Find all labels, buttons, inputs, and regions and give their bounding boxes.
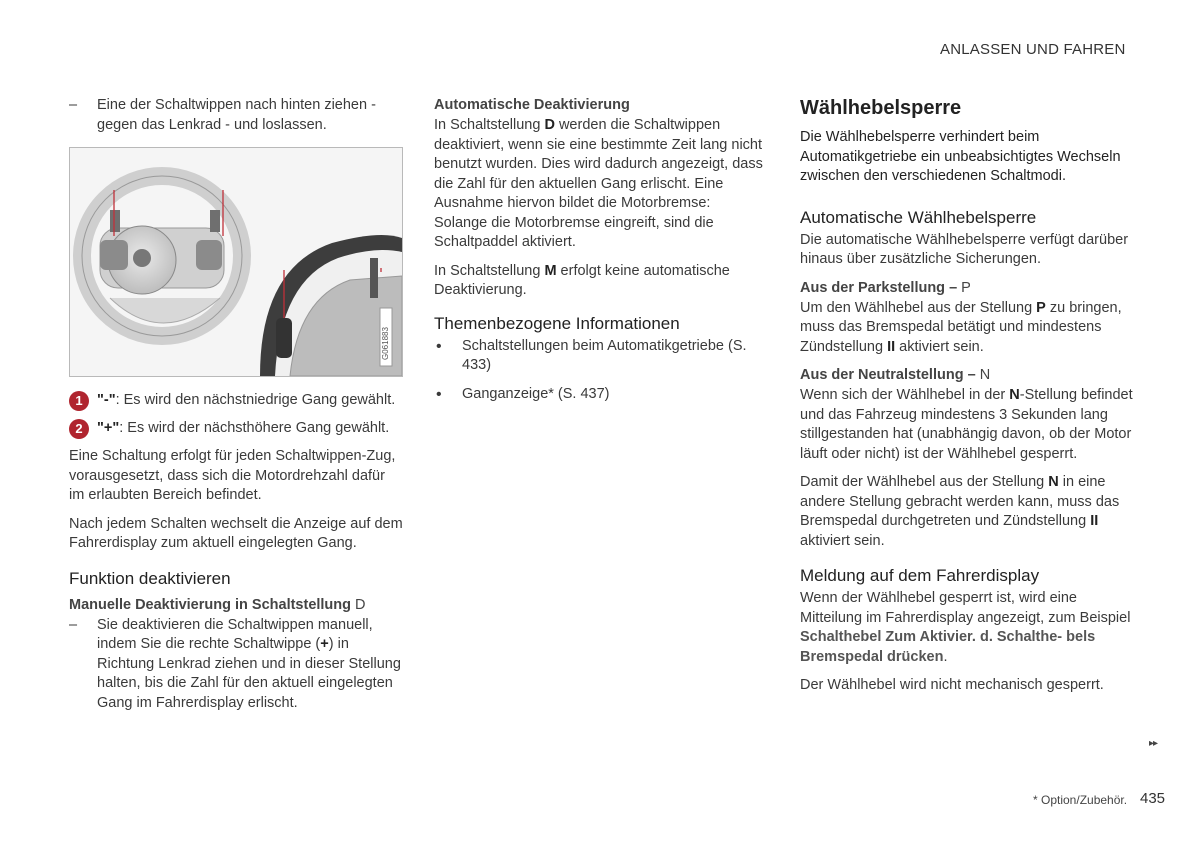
heading-related-info: Themenbezogene Informationen xyxy=(434,313,680,333)
callout-badge-1: 1 xyxy=(69,391,89,411)
callout-text-minus: : Es wird den nächstniedrige Gang gewählt. xyxy=(115,392,396,408)
callout-text-plus: : Es wird der nächsthöhere Gang gewählt. xyxy=(119,420,390,436)
paragraph-display-update: Nach jedem Schalten wechselt die Anzeige auf dem Fahrerdisplay zum aktuell eingelegten Gang. xyxy=(69,515,403,551)
display-message: Schalthebel Zum Aktivier. d. Schalthe- bels Bremspedal drücken xyxy=(800,629,1096,665)
callout-plus xyxy=(69,419,403,439)
continue-arrows-icon: ▸▸ xyxy=(1149,738,1158,749)
paragraph-neutral-release: Damit der Wählhebel aus der Stellung N in eine andere Stellung gebracht werden kann, muss das Bremspedal durchgetreten und Zündstellung II aktiviert sein. xyxy=(800,474,1120,549)
paragraph-neutral: Wenn sich der Wählhebel in der N-Stellung befindet und das Fahrzeug mindestens 3 Sekunden lang stillgestanden hat (unabhängig davon, ob der Motor läuft oder nicht) ist der Wählhebel gesperrt. xyxy=(800,387,1133,462)
callout-symbol-minus: "-" xyxy=(97,392,116,408)
step-pull-paddle: – Eine der Schaltwippen nach hinten ziehen - gegen das Lenkrad - und loslassen. xyxy=(69,96,403,135)
column-middle xyxy=(434,96,764,413)
paragraph-intro: Die Wählhebelsperre verhindert beim Automatikgetriebe ein unbeabsichtigtes Wechseln zwischen den verschiedenen Schaltmodi. xyxy=(800,129,1121,184)
callout-symbol-plus: "+" xyxy=(97,420,120,436)
heading-meldung: Meldung auf dem Fahrerdisplay xyxy=(800,566,1040,585)
heading-funktion-deaktivieren: Funktion deaktivieren xyxy=(69,568,231,588)
paragraph-auto-deactivation: In Schaltstellung D werden die Schaltwippen deaktiviert, wenn sie eine bestimmte Zeit lang nicht benutzt wurden. Dies wird dadurch angezeigt, dass die Zahl für den aktuellen Gang erlischt. Eine Ausnahme hiervon bildet die Motorbremse: Solange die Motorbremse eingreift, sind die Schaltpaddel aktiviert. xyxy=(434,117,763,250)
section-title: Wählhebelsperre xyxy=(800,97,962,119)
paragraph-auto-lock: Die automatische Wählhebelsperre verfügt darüber hinaus über zusätzliche Sicherungen. xyxy=(800,231,1129,267)
paragraph-message: Wenn der Wählhebel gesperrt ist, wird eine Mitteilung im Fahrerdisplay angezeigt, zum Beispiel Schalthebel Zum Aktivier. d. Schalthe- bels Bremspedal drücken. xyxy=(800,590,1131,665)
paragraph-not-mechanical: Der Wählhebel wird nicht mechanisch gesperrt. xyxy=(800,677,1104,693)
callout-minus xyxy=(69,391,403,411)
heading-automatische-waehlhebelsperre: Automatische Wählhebelsperre xyxy=(800,207,1037,227)
figure-code: G061883 xyxy=(381,327,390,360)
heading-manuelle-deaktivierung: Manuelle Deaktivierung in Schaltstellung D xyxy=(69,596,366,613)
related-link-ganganzeige[interactable]: • Ganganzeige* (S. 437) xyxy=(434,385,764,405)
heading-automatische-deaktivierung: Automatische Deaktivierung xyxy=(434,97,630,113)
callout-badge-2: 2 xyxy=(69,419,89,439)
column-right xyxy=(800,96,1140,705)
step-manual-deactivate: – Sie deaktivieren die Schaltwippen manuell, indem Sie die rechte Schaltwippe (+) in Richtung Lenkrad ziehen und in dieser Stellung halten, bis die Zahl für den aktuell eingelegten Gang im Fahrerdisplay erlischt. xyxy=(69,616,403,714)
page-number: 435 xyxy=(1140,790,1166,807)
paragraph-m-position: In Schaltstellung M erfolgt keine automatische Deaktivierung. xyxy=(434,262,730,298)
heading-neutralstellung: Aus der Neutralstellung – N xyxy=(800,367,991,383)
steering-wheel-illustration xyxy=(70,148,402,376)
related-link-schaltstellungen[interactable]: • Schaltstellungen beim Automatikgetriebe (S. 433) xyxy=(434,337,764,376)
paragraph-shift-condition: Eine Schaltung erfolgt für jeden Schaltwippen-Zug, vorausgesetzt, dass sich die Motordrehzahl dafür im erlaubten Bereich befindet. xyxy=(69,448,396,503)
section-header: ANLASSEN UND FAHREN xyxy=(940,41,1126,58)
footnote: * Option/Zubehör. xyxy=(1033,793,1128,807)
steering-wheel-figure xyxy=(69,147,403,377)
heading-parkstellung: Aus der Parkstellung – P xyxy=(800,279,971,296)
paragraph-park: Um den Wählhebel aus der Stellung P zu bringen, muss das Bremspedal betätigt und mindestens Zündstellung II aktiviert sein. xyxy=(800,299,1122,355)
column-left xyxy=(69,96,403,722)
